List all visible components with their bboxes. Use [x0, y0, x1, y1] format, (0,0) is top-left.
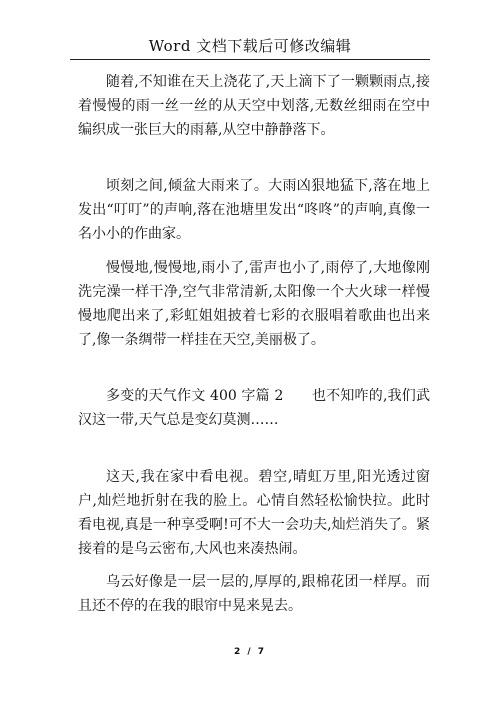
- page-header-title: Word 文档下载后可修改编辑: [148, 37, 352, 55]
- page-number: 2 / 7: [233, 647, 267, 657]
- paragraph-essay-2-intro: 多变的天气作文 400 字篇 2 也不知咋的,我们武汉这一带,天气总是变幻莫测……: [78, 388, 430, 428]
- paragraph-downpour: 顷刻之间,倾盆大雨来了。大雨凶狠地猛下,落在地上发出“叮叮”的声响,落在池塘里发出“咚咚”的声响,真像一名小小的作曲家。: [78, 178, 430, 242]
- paragraph-rain-begins: 随着,不知谁在天上浇花了,天上滴下了一颗颗雨点,接着慢慢的雨一丝一丝的从天空中划落,无数丝细雨在空中编织成一张巨大的雨幕,从空中静静落下。: [78, 74, 430, 138]
- header-divider: [70, 59, 430, 60]
- paragraph-watching-tv: 这天,我在家中看电视。碧空,晴虹万里,阳光透过窗户,灿烂地折射在我的脸上。心情自然轻松愉快拉。此时看电视,真是一种享受啊!可不大一会功夫,灿烂消失了。紧接着的是乌云密布,大风也来凑热闹。: [78, 469, 430, 557]
- paragraph-rainbow: 慢慢地,慢慢地,雨小了,雷声也小了,雨停了,大地像刚洗完澡一样干净,空气非常清新,太阳像一个大火球一样慢慢地爬出来了,彩虹姐姐披着七彩的衣服唱着歌曲也出来了,像一条绸带一样挂在天空,美丽极了。: [78, 260, 430, 348]
- paragraph-dark-clouds: 乌云好像是一层一层的,厚厚的,跟棉花团一样厚。而且还不停的在我的眼帘中晃来晃去。: [78, 574, 430, 614]
